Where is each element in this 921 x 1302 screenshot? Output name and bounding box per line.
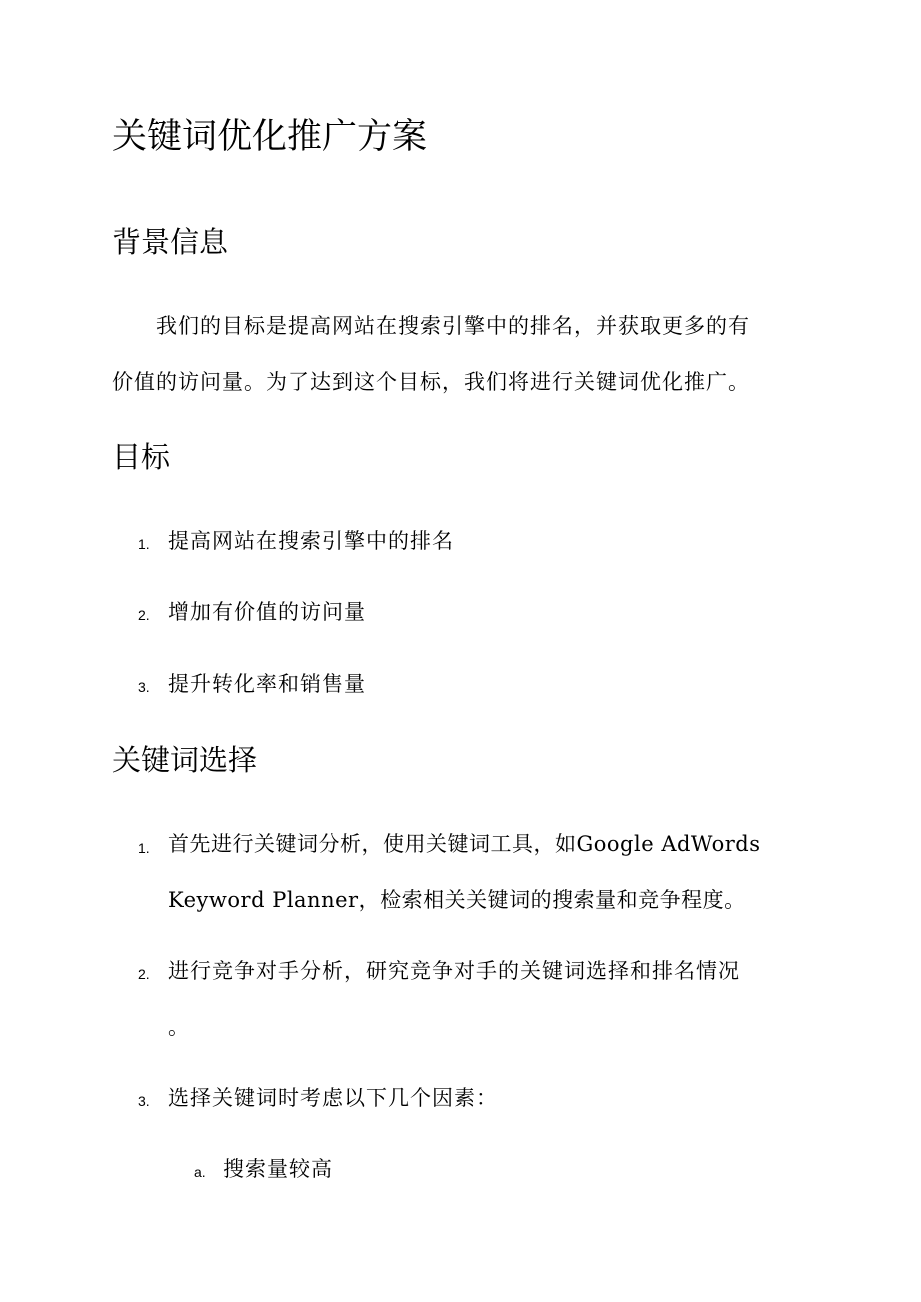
keyword-sub-item-number: a. <box>194 1164 206 1180</box>
goal-item-number: 1. <box>138 536 150 552</box>
goal-item-number: 2. <box>138 607 150 623</box>
section-heading-keyword-selection: 关键词选择 <box>112 743 258 777</box>
keyword-item-text-line-1: 进行竞争对手分析，研究竞争对手的关键词选择和排名情况 <box>168 959 740 983</box>
goal-item-text: 提高网站在搜索引擎中的排名 <box>168 529 454 553</box>
keyword-item-text-line-1: 首先进行关键词分析，使用关键词工具，如Google AdWords <box>168 832 761 856</box>
keyword-item-number: 2. <box>138 966 150 982</box>
keyword-item-number: 3. <box>138 1093 150 1109</box>
background-paragraph-line-1: 我们的目标是提高网站在搜索引擎中的排名，并获取更多的有 <box>156 314 750 338</box>
background-paragraph-line-2: 价值的访问量。为了达到这个目标，我们将进行关键词优化推广。 <box>112 370 750 394</box>
keyword-sub-item-text: 搜索量较高 <box>223 1157 333 1181</box>
keyword-item-text-line-2: 。 <box>168 1015 190 1039</box>
keyword-item-text-line-2: Keyword Planner，检索相关关键词的搜索量和竞争程度。 <box>168 888 746 912</box>
section-heading-background: 背景信息 <box>112 225 229 259</box>
document-title: 关键词优化推广方案 <box>112 117 428 157</box>
goal-item-text: 提升转化率和销售量 <box>168 672 366 696</box>
section-heading-goals: 目标 <box>112 440 171 474</box>
keyword-item-number: 1. <box>138 840 150 856</box>
goal-item-number: 3. <box>138 679 150 695</box>
keyword-item-text-line-1: 选择关键词时考虑以下几个因素： <box>168 1086 498 1110</box>
goal-item-text: 增加有价值的访问量 <box>168 600 366 624</box>
